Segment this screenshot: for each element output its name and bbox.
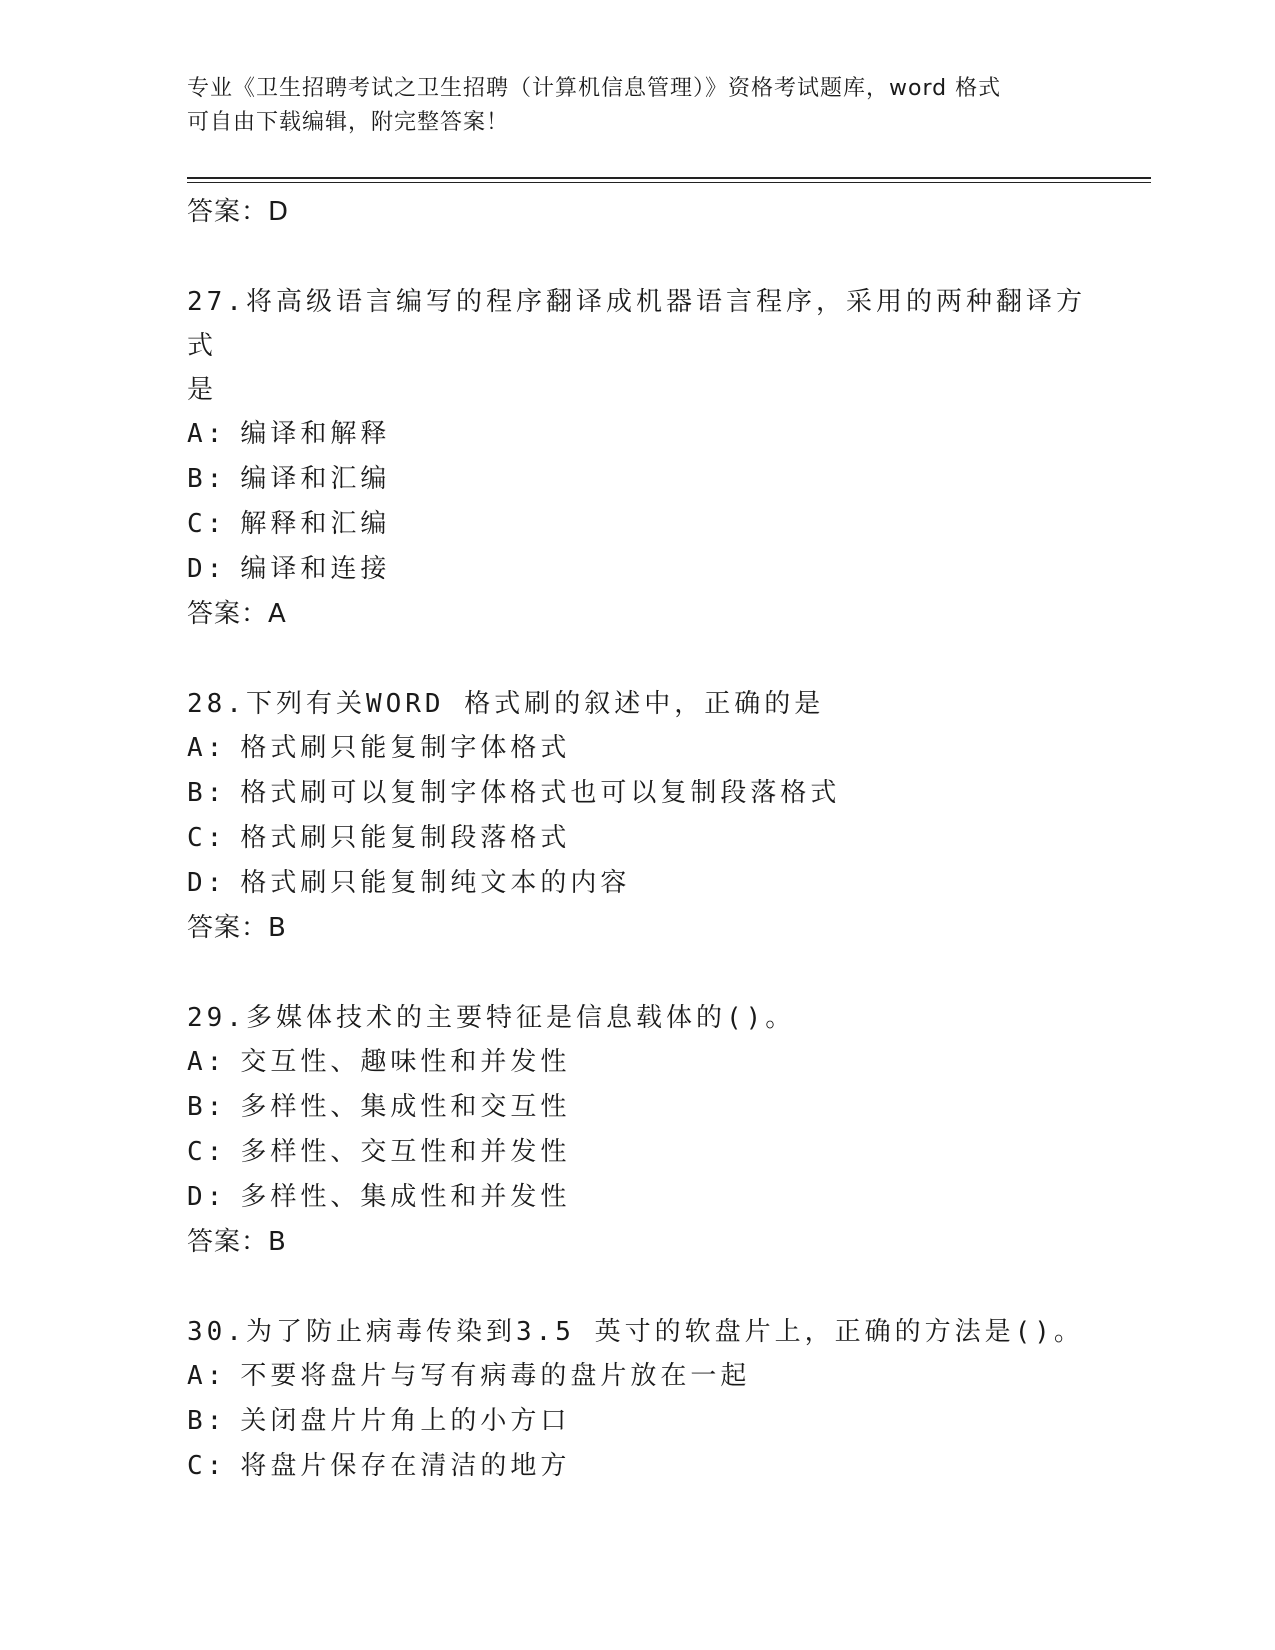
option-letter: A: (187, 733, 227, 763)
header-line-2: 可自由下载编辑，附完整答案！ (187, 110, 510, 135)
option-text: 交互性、趣味性和并发性 (240, 1047, 571, 1077)
option-c (187, 1444, 1087, 1489)
answer-line: 答案：A (187, 599, 287, 629)
option-text: 格式刷只能复制纯文本的内容 (240, 868, 631, 898)
question-28 (187, 682, 1087, 950)
option-a (187, 412, 1087, 457)
header-line-1: 专业《卫生招聘考试之卫生招聘（计算机信息管理）》资格考试题库，word 格式 (187, 76, 1002, 101)
option-text: 格式刷只能复制段落格式 (240, 823, 571, 853)
option-b (187, 1085, 1087, 1130)
header-divider-thin (187, 182, 1151, 183)
option-text: 编译和解释 (240, 419, 391, 449)
option-letter: B: (187, 778, 227, 808)
question-29 (187, 996, 1087, 1264)
option-text: 多样性、集成性和并发性 (240, 1182, 571, 1212)
option-text: 解释和汇编 (240, 509, 391, 539)
option-text: 关闭盘片片角上的小方口 (240, 1406, 571, 1436)
option-letter: C: (187, 1451, 227, 1481)
option-text: 将盘片保存在清洁的地方 (240, 1451, 571, 1481)
question-27 (187, 280, 1087, 636)
question-stem: 30.为了防止病毒传染到3.5 英寸的软盘片上，正确的方法是()。 (187, 1317, 1084, 1347)
option-b (187, 457, 1087, 502)
option-c (187, 816, 1087, 861)
option-a (187, 1040, 1087, 1085)
option-letter: A: (187, 1361, 227, 1391)
header-divider-thick (187, 177, 1151, 179)
option-letter: D: (187, 1182, 227, 1212)
question-stem: 27.将高级语言编写的程序翻译成机器语言程序，采用的两种翻译方式 (187, 287, 1086, 361)
option-text: 不要将盘片与写有病毒的盘片放在一起 (240, 1361, 751, 1391)
option-text: 编译和连接 (240, 554, 391, 584)
option-letter: D: (187, 868, 227, 898)
option-letter: B: (187, 1092, 227, 1122)
question-30 (187, 1310, 1087, 1489)
question-stem-continued: 是 (187, 375, 218, 405)
option-c (187, 502, 1087, 547)
option-text: 格式刷只能复制字体格式 (240, 733, 571, 763)
option-d (187, 1175, 1087, 1220)
option-text: 格式刷可以复制字体格式也可以复制段落格式 (240, 778, 841, 808)
option-letter: C: (187, 509, 227, 539)
option-letter: D: (187, 554, 227, 584)
question-stem: 29.多媒体技术的主要特征是信息载体的()。 (187, 1003, 796, 1033)
answer-line: 答案：D (187, 197, 290, 227)
answer-line: 答案：B (187, 1227, 287, 1257)
option-text: 多样性、集成性和交互性 (240, 1092, 571, 1122)
option-letter: B: (187, 464, 227, 494)
option-text: 多样性、交互性和并发性 (240, 1137, 571, 1167)
option-d (187, 547, 1087, 592)
option-letter: A: (187, 419, 227, 449)
option-b (187, 771, 1087, 816)
option-d (187, 861, 1087, 906)
option-b (187, 1399, 1087, 1444)
question-stem: 28.下列有关WORD 格式刷的叙述中，正确的是 (187, 689, 825, 719)
option-a (187, 726, 1087, 771)
option-letter: A: (187, 1047, 227, 1077)
document-body (187, 190, 1087, 1489)
option-a (187, 1354, 1087, 1399)
option-letter: C: (187, 1137, 227, 1167)
option-c (187, 1130, 1087, 1175)
option-text: 编译和汇编 (240, 464, 391, 494)
option-letter: B: (187, 1406, 227, 1436)
option-letter: C: (187, 823, 227, 853)
document-header (187, 72, 1087, 140)
answer-line: 答案：B (187, 913, 287, 943)
